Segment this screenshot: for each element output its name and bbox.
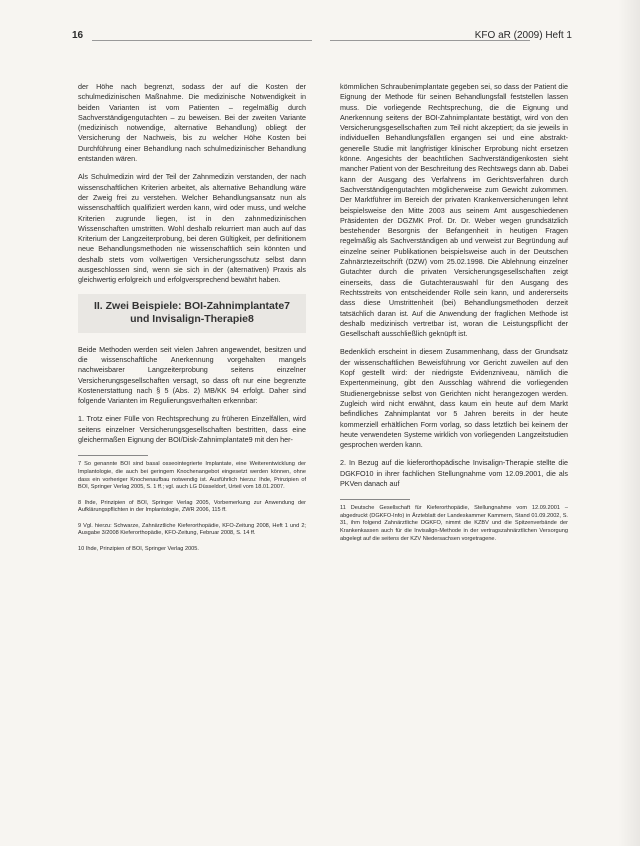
footnote: 11 Deutsche Gesellschaft für Kieferorthopädie, Stellungnahme vom 12.09.2001 – abgedruckt (DGKFO-Info) in Ärzteblatt der Landeskammer Kammern, Stand 01.09.2002, S. 31, ihm folgend Zahnärztliche DGKFO, nimmt die KZBV und die Spitzenverbände der Krankenkassen auch für die Invisalign-Methode in der vertragszahnärztlichen Versorgung abgelegt auf die seitens der KZV Niedersachsen vorgetragene. [340,505,568,542]
paragraph: Bedenklich erscheint in diesem Zusammenhang, dass der Grundsatz der wissenschaftlichen Beweisführung vor Gericht zuweilen auf den Kopf gestellt wird: der niedrigste Evidenzniveau, nämlich die Expertenmeinung, gibt den Ausschlag während die vorliegenden Studienergebnisse selbst von Gerichten nicht herangezogen werden. Zugleich wird nicht erwähnt, dass kaum ein heute auf dem Markt befindliches Zahnimplantat vor 5 Jahren bereits in der heute kommerziell erhältlichen Form vorlag, so dass letztlich bei keinem der heute verwendeten Systeme wirklich von vorliegenden Langzeitstudien gesprochen werden kann. [340,347,568,450]
section-heading [78,294,306,333]
footnote: 10 Ihde, Prinzipien of BOI, Springer Verlag 2005. [78,546,199,553]
paragraph: Beide Methoden werden seit vielen Jahren angewendet, besitzen und die wissenschaftliche Anerkennung vorgehalten mangels nachweisbarer Langzeiterprobung seitens einzelner Versicherungsgesellschaften versagt, so dass oft nur eine begrenzte Kostenerstattung nach § 5 (Abs. 2) MB/KK 94 erfolgt. Daher sind folgende Varianten im Regulierungsverhalten erkennbar: [78,344,306,406]
header-rule-left [92,40,312,41]
page-edge-shadow [618,0,640,846]
paragraph: 2. In Bezug auf die kieferorthopädische Invisalign-Therapie stellte die DGKFO10 in ihrer fachlichen Stellungnahme vom 12.09.2001, die als PKVen danach auf [340,458,568,488]
right-column [340,82,568,551]
footnote-rule [340,499,410,500]
paragraph: 1. Trotz einer Fülle von Rechtsprechung zu früheren Einzelfällen, wird seitens einzelner Versicherungsgesellschaften bestritten, dass eine gleichermaßen Eignung der BOI/Disk-Zahnimplantate9 mit den her- [78,414,306,445]
footnote: 9 Vgl. hierzu: Schwarze, Zahnärztliche Kieferorthopädie, KFO-Zeitung 2008, Heft 1 und 2; Ausgabe 3/2008 Kieferorthopädie, KFO-Zeitung, Februar 2008, S. 14 ff. [78,522,306,537]
footnote-rule [78,455,148,456]
footnote: 8 Ihde, Prinzipien of BOI, Springer Verlag 2005, Vorbemerkung zur Anwendung der Aufklärungspflichten in der Implantologie, ZWR 2006, 115 ff. [78,499,306,514]
section-title: II. Zwei Beispiele: BOI-Zahnimplantate7 und Invisalign-Therapie8 [93,299,291,325]
paragraph: Als Schulmedizin wird der Teil der Zahnmedizin verstanden, der nach wissenschaftlichen Kriterien arbeitet, als alternative Behandlung wäre der Zweig frei zu verstehen. Welcher Behandlungsansatz nun als wissenschaftlich qualifiziert werden kann, wird oder muss, und welche Kriterien zugrunde liegen, ist in den zahnmedizinischen Wissenschaften umstritten. Wohl deshalb rekurriert man auch auf das Kriterium der Langzeiterprobung, bei deren Gültigkeit, per definitionem neue Behandlungsmethoden nie wissenschaftlich sein könnten und deshalb stets vom vollwertigen Versicherungsschutz selbst dann ausgeschlossen sind, wenn sie sich in der (alternativen) Praxis als gleichwertig erfolgreich und erfolgversprechend bewährt haben. [78,172,306,285]
footnote: 7 So genannte BOI sind basal osseointegrierte Implantate, eine Weiterentwicklung der Implantologie, die auch bei geringem Knochenangebot eingesetzt werden können, ohne dass ein vorheriger Knochenaufbau notwendig ist. Ausführlich hierzu: Ihde, Prinzipien of BOI, Springer Verlag 2005, S. 1 ff.; vgl. auch LG Düsseldorf, Urteil vom 18.01.2007. [78,461,306,491]
paragraph: der Höhe nach begrenzt, sodass der auf die Kosten der schulmedizinischen Maßnahme. Die medizinische Notwendigkeit in beiden Varianten ist vom Patienten – regelmäßig durch Sachverständigengutachten – zu beweisen. Bei der zweiten Variante (medizinisch notwendige, alternative Behandlung) obliegt der Versicherung der Nachweis, bis zu welcher Höhe Kosten bei Durchführung einer Behandlung nach schulmedizinischer Behandlung entstanden wären. [78,82,306,164]
paragraph: kömmlichen Schraubenimplantate gegeben sei, so dass der Patient die Eignung der Methode für seinen Behandlungsfall feststellen lassen muss. Die vorliegende Rechtsprechung, die die Eignung und Anerkennung seitens der BOI-Zahnimplantate bestätigt, wird von den Versicherungsgesellschaften zum Teil nicht akzeptiert; da sie jeweils in individuellen Behandlungsfällen ergangen sei und eine abstrakt-generelle Studie mit langfristiger klinischer Erprobung nicht ersetzen könne. Angesichts der beachtlichen Sachverständigenkosten sieht mancher Patient von der Beschreitung des Rechtswegs dann ab. Dabei kann der Ausgang des Verfahrens im Gerichtsverfahren durch Sachverständigengutachten möglicherweise zum Gewicht zukommen. Der Marktführer im Bereich der privaten Krankenversicherungen lehnt beispielsweise den Mitte 2003 aus seinem Amt ausgeschiedenen Präsidenten der DGZMK Prof. Dr. Dr. Weber wegen grundsätzlich bestehender Besorgnis der Befangenheit in heutigen Fragen regelmäßig als Sachverständigen ab und verweist zur Begründung auf einzelne seiner Publikationen beispielsweise auch in der Deutschen Zahnärztezeitschrift (DZW) vom 25.02.1998. Die Ablehnung einzelner Gutachter durch die privaten Versicherungsgesellschaften zeigt einerseits, dass die Gutachterauswahl für den Ausgang des Rechtsstreits von entscheidender Rolle sein kann, und andererseits dass diese Umstrittenheit (bei) Behandlungsmethoden derzeit tatsächlich daran ist. Auf die Anwendung der fraglichen Methode ist deshalb medizinisch vertretbar ist, woran die Leistungspflicht der Gesellschaft ausschließlich geknüpft ist. [340,82,568,339]
page-number: 16 [72,30,84,41]
left-column [78,82,306,562]
journal-header: KFO aR (2009) Heft 1 [474,30,572,41]
